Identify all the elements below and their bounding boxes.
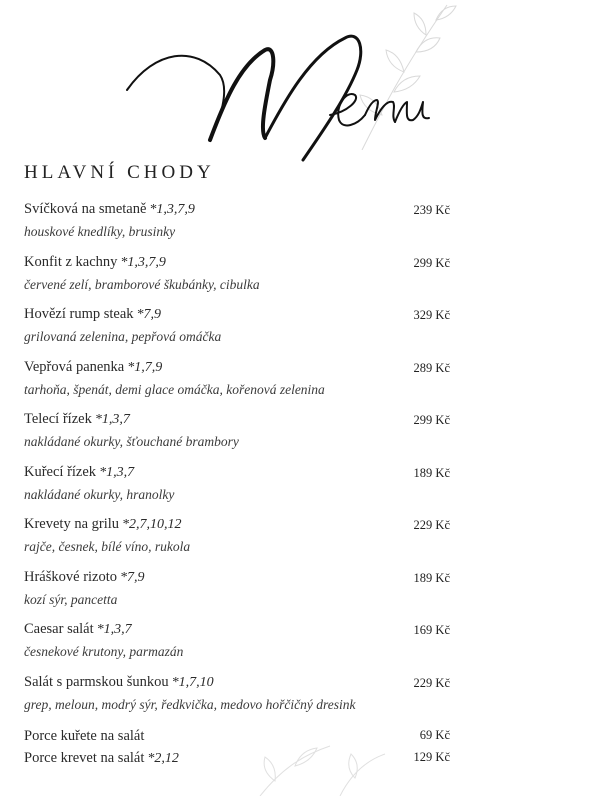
item-name: Konfit z kachny *1,3,7,9 <box>24 253 166 270</box>
item-description: houskové knedlíky, brusinky <box>24 224 176 239</box>
item-description: kozí sýr, pancetta <box>24 591 118 607</box>
item-price: 189 Kč <box>413 570 450 585</box>
item-description: nakládané okurky, hranolky <box>24 486 175 502</box>
menu-item <box>24 672 456 725</box>
menu-item <box>24 619 456 672</box>
menu-item <box>24 567 456 620</box>
menu-script-title <box>125 20 435 170</box>
menu-title <box>125 20 435 170</box>
item-price: 299 Kč <box>413 413 450 427</box>
menu-item <box>24 514 456 567</box>
item-allergens: *1,3,7 <box>99 464 135 480</box>
item-name: Kuřecí řízek *1,3,7 <box>24 463 135 480</box>
menu-item <box>24 304 456 357</box>
item-description: rajče, česnek, bílé víno, rukola <box>24 539 191 554</box>
item-price: 229 Kč <box>413 518 450 532</box>
item-allergens: *1,3,7 <box>96 622 132 637</box>
extra-item <box>24 726 456 748</box>
item-name: Hráškové rizoto *7,9 <box>24 568 145 585</box>
item-price: 329 Kč <box>413 308 450 322</box>
item-price: 289 Kč <box>413 360 450 375</box>
item-name: Telecí řízek *1,3,7 <box>24 411 130 427</box>
section-heading: HLAVNÍ CHODY <box>24 162 215 183</box>
item-price: 169 Kč <box>413 623 450 637</box>
extra-name: Porce krevet na salát <box>24 750 145 766</box>
extras-list <box>24 726 456 770</box>
menu-item <box>24 409 456 462</box>
item-name: Salát s parmskou šunkou *1,7,10 <box>24 673 214 690</box>
item-allergens: *1,7,10 <box>171 674 214 690</box>
extra-allergens: *2,12 <box>147 751 179 766</box>
item-description: nakládané okurky, šťouchané brambory <box>24 434 239 449</box>
item-name: Hovězí rump steak *7,9 <box>24 306 162 322</box>
extra-price: 129 Kč <box>413 750 450 764</box>
menu-item <box>24 357 456 410</box>
item-description: grilovaná zelenina, pepřová omáčka <box>24 329 222 344</box>
item-allergens: *2,7,10,12 <box>122 517 182 532</box>
item-name: Caesar salát *1,3,7 <box>24 621 132 637</box>
item-price: 189 Kč <box>413 465 450 480</box>
item-name: Svíčková na smetaně *1,3,7,9 <box>24 201 195 217</box>
item-name: Krevety na grilu *2,7,10,12 <box>24 516 182 532</box>
item-price: 229 Kč <box>413 675 450 690</box>
menu-list <box>24 199 456 724</box>
item-description: tarhoňa, špenát, demi glace omáčka, kořenová zelenina <box>24 381 325 397</box>
item-description: červené zelí, bramborové škubánky, cibulka <box>24 276 260 292</box>
item-allergens: *1,3,7,9 <box>120 254 166 270</box>
item-price: 299 Kč <box>413 255 450 270</box>
extra-name: Porce kuřete na salát <box>24 728 145 744</box>
extra-price: 69 Kč <box>419 728 450 742</box>
menu-item <box>24 462 456 515</box>
item-description: grep, meloun, modrý sýr, ředkvička, medovo hořčičný dresink <box>24 696 356 712</box>
item-allergens: *1,7,9 <box>127 359 163 375</box>
item-allergens: *1,3,7,9 <box>149 202 195 217</box>
item-allergens: *1,3,7 <box>94 412 130 427</box>
item-allergens: *7,9 <box>120 569 145 585</box>
item-description: česnekové krutony, parmazán <box>24 644 184 659</box>
item-name: Vepřová panenka *1,7,9 <box>24 358 163 375</box>
item-allergens: *7,9 <box>136 307 162 322</box>
item-price: 239 Kč <box>413 203 450 217</box>
menu-item <box>24 252 456 305</box>
menu-item <box>24 199 456 252</box>
extra-item <box>24 748 456 770</box>
